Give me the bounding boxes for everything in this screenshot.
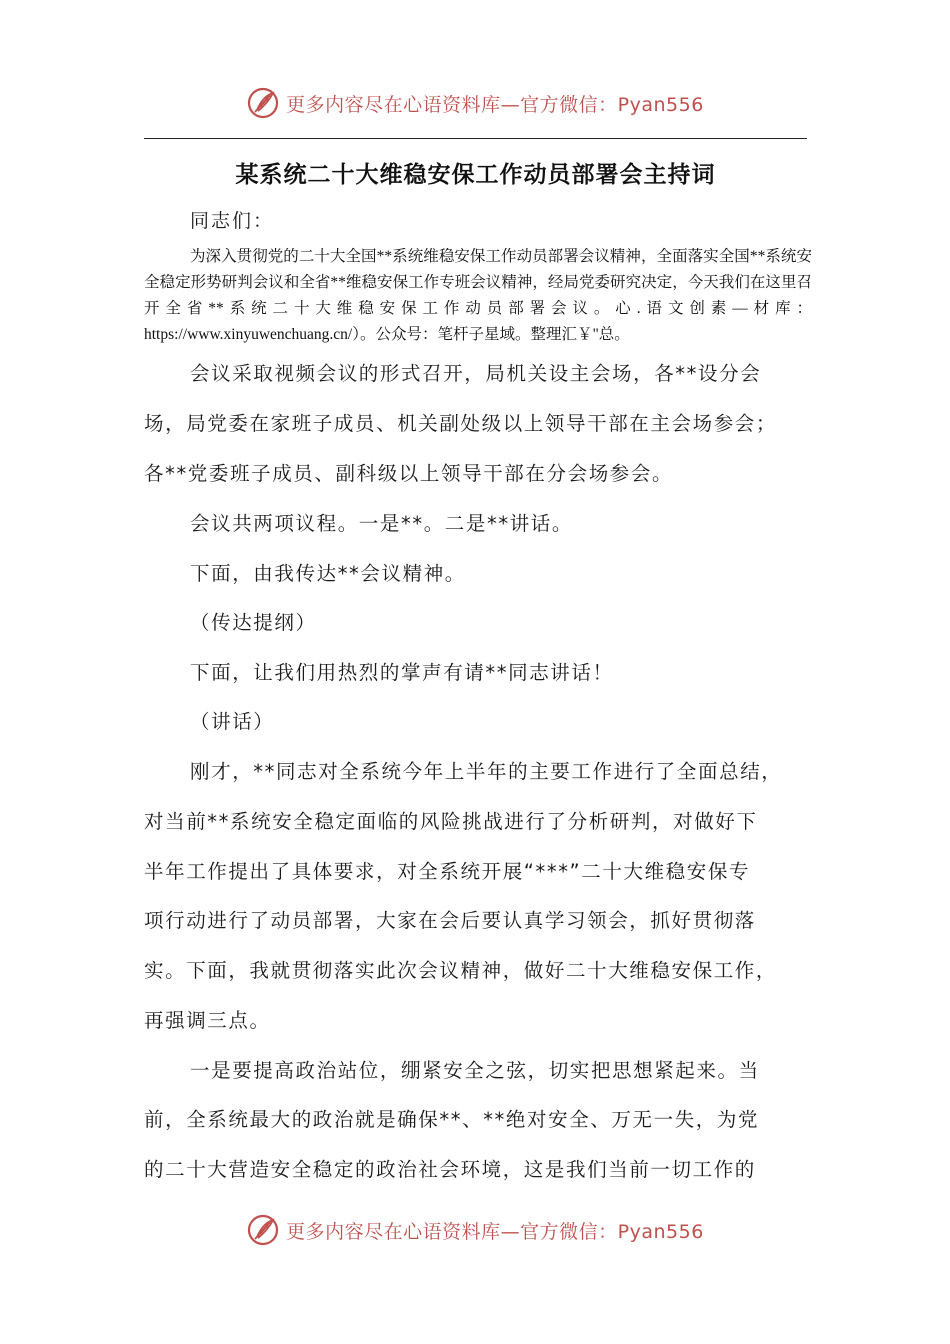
body-line: （传达提纲） (190, 611, 317, 634)
body-line: 会议采取视频会议的形式召开，局机关设主会场，各**设分会 (190, 362, 762, 385)
body-line: 场，局党委在家班子成员、机关副处级以上领导干部在主会场参会； (144, 412, 778, 435)
document-title: 某系统二十大维稳安保工作动员部署会主持词 (235, 161, 716, 188)
body-line: 实。下面，我就贯彻落实此次会议精神，做好二十大维稳安保工作， (144, 959, 778, 982)
header-banner (0, 83, 950, 123)
body-line: 再强调三点。 (144, 1009, 271, 1032)
footer-banner (0, 1210, 950, 1250)
body-line: 下面，由我传达**会议精神。 (190, 562, 466, 585)
feather-pen-logo-icon (246, 86, 280, 120)
footer-banner-text: 更多内容尽在心语资料库—官方微信：Pyan556 (286, 1220, 704, 1243)
body-line: 的二十大营造安全稳定的政治社会环境，这是我们当前一切工作的 (144, 1158, 756, 1181)
intro-paragraph: 为深入贯彻党的二十大全国**系统维稳安保工作动员部署会议精神，全面落实全国**系统安全稳定形势研判会议和全省**维稳安保工作专班会议精神，经局党委研究决定，今天我们在这里召开全省**系统二十大维稳安保工作动员部署会议。心.语文创素—材库：https://www.xinyuwenchuang.cn/）。公众号：笔杆子星域。整理汇￥"总。 (144, 248, 812, 343)
header-divider (144, 138, 807, 139)
greeting: 同志们： (190, 210, 275, 232)
body-line: 项行动进行了动员部署，大家在会后要认真学习领会，抓好贯彻落 (144, 909, 756, 932)
header-banner-text: 更多内容尽在心语资料库—官方微信：Pyan556 (286, 93, 704, 116)
body-line: （讲话） (190, 710, 275, 733)
body-line: 各**党委班子成员、副科级以上领导干部在分会场参会。 (144, 462, 674, 485)
body-line: 半年工作提出了具体要求，对全系统开展“***”二十大维稳安保专 (144, 860, 751, 883)
feather-pen-logo-icon (246, 1213, 280, 1247)
body-line: 前，全系统最大的政治就是确保**、**绝对安全、万无一失，为党 (144, 1108, 760, 1131)
body-line: 下面，让我们用热烈的掌声有请**同志讲话！ (190, 661, 614, 684)
body-line: 刚才，**同志对全系统今年上半年的主要工作进行了全面总结， (190, 760, 783, 783)
body-line: 对当前**系统安全稳定面临的风险挑战进行了分析研判，对做好下 (144, 810, 758, 833)
body-line: 会议共两项议程。一是**。二是**讲话。 (190, 512, 574, 535)
body-line: 一是要提高政治站位，绷紧安全之弦，切实把思想紧起来。当 (190, 1059, 760, 1082)
